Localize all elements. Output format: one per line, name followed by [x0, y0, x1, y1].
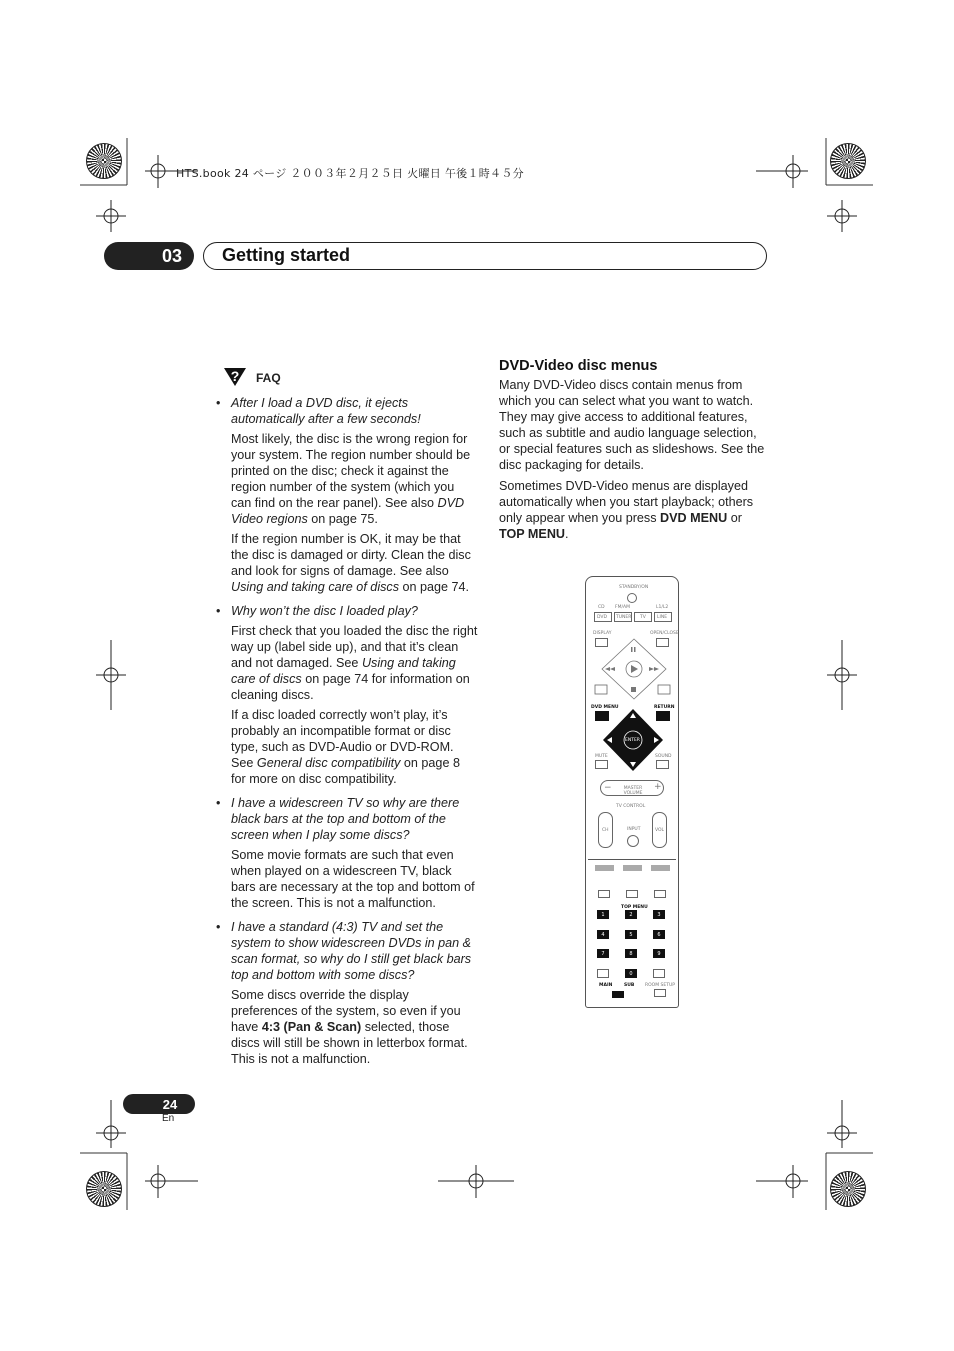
- standby-button: [627, 593, 637, 603]
- sound-label: SOUND: [655, 754, 672, 759]
- number-key-6: 6: [653, 930, 665, 939]
- return-label: RETURN: [654, 705, 675, 710]
- print-header: HTS.book 24 ページ ２００３年２月２５日 火曜日 午後１時４５分: [176, 167, 524, 180]
- vol-label: VOL: [655, 828, 665, 833]
- bullet: •: [216, 396, 221, 410]
- chapter-title: Getting started: [222, 245, 351, 265]
- sound-button: [656, 760, 669, 769]
- clear-button: [597, 969, 609, 978]
- enter-small-button: [653, 969, 665, 978]
- number-key-5: 5: [625, 930, 637, 939]
- small-button-a: [598, 890, 610, 898]
- page-number: 24: [123, 1094, 195, 1114]
- number-key-8: 8: [625, 949, 637, 958]
- l1-l2-label: L1/L2: [656, 605, 669, 610]
- faq-answer: If a disc loaded correctly won’t play, it’s probably an incompatible format or disc type, such as DVD-Audio or DVD-ROM. See General disc compatibility on page 8 for more on disc compatibility.: [231, 708, 460, 786]
- open-close-label: OPEN/CLOSE: [650, 631, 679, 636]
- sub-label: SUB: [624, 983, 635, 988]
- bullet: •: [216, 920, 221, 934]
- cd-label: CD: [598, 605, 605, 610]
- faq-item: [216, 795, 478, 911]
- main-label: MAIN: [599, 983, 613, 988]
- tv-control-label: TV CONTROL: [616, 804, 646, 809]
- function-button-3: [651, 865, 670, 871]
- main-sub-button: [612, 991, 624, 998]
- number-key-0: 0: [625, 969, 637, 978]
- remote-control-illustration: [585, 576, 679, 1008]
- tv-input-button: [627, 835, 639, 847]
- source-tv-button: TV: [634, 612, 652, 622]
- tv-channel-rocker: [598, 812, 613, 848]
- page-language: En: [162, 1113, 175, 1124]
- dvd-menu-label: DVD MENU: [591, 705, 619, 710]
- faq-answer: First check that you loaded the disc the right way up (label side up), and that it’s clean and not damaged. See Using and taking care of discs on page 74 for information on cleaning discs.: [231, 624, 478, 702]
- muting-label: MUTE: [595, 754, 608, 759]
- faq-answer: Most likely, the disc is the wrong region for your system. The region number should be printed on the disc; check it against the region number of the system (which you can find on the rear panel). See also DVD Video regions on page 75.: [231, 432, 471, 526]
- number-key-9: 9: [653, 949, 665, 958]
- chapter-number: 03: [104, 242, 194, 270]
- number-key-4: 4: [597, 930, 609, 939]
- master-volume-label: MASTER VOLUME: [623, 786, 643, 796]
- source-dvd-button: DVD: [594, 612, 612, 622]
- faq-item: [216, 919, 478, 1067]
- paragraph: Sometimes DVD-Video menus are displayed automatically when you start playback; others only appear when you press DVD MENU or TOP MENU.: [499, 479, 754, 541]
- faq-item: [216, 395, 478, 595]
- paragraph: Many DVD-Video discs contain menus from which you can select what you want to watch. They may give access to additional features, such as subtitle and audio language selection, or special features such as slideshows. See the disc packaging for details.: [499, 378, 765, 472]
- function-button-1: [595, 865, 614, 871]
- section-title: DVD-Video disc menus: [499, 358, 658, 374]
- top-menu-label: TOP MENU: [621, 905, 648, 910]
- ch-label: CH: [602, 828, 609, 833]
- small-button-c: [654, 890, 666, 898]
- fm-am-label: FM/AM: [615, 605, 630, 610]
- faq-list: [216, 395, 478, 1075]
- faq-answer: Some discs override the display preferences of the system, so even if you have 4:3 (Pan & Scan) selected, those discs will still be shown in letterbox format. This is not a malfunction.: [231, 988, 468, 1066]
- bullet: •: [216, 604, 221, 618]
- faq-answer: If the region number is OK, it may be that the disc is damaged or dirty. Clean the disc and look for signs of damage. See also Using and taking care of discs on page 74.: [231, 532, 471, 594]
- svg-text:?: ?: [230, 368, 240, 384]
- tv-volume-rocker: [652, 812, 667, 848]
- faq-question: Why won’t the disc I loaded play?: [231, 604, 418, 618]
- faq-question: I have a standard (4:3) TV and set the system to show widescreen DVDs in pan & scan format, so why do I still get black bars top and bottom with some discs?: [231, 920, 472, 982]
- room-setup-button: [654, 989, 666, 997]
- transport-controls: [594, 635, 674, 705]
- dvd-menus-section: [499, 358, 769, 547]
- function-button-2: [623, 865, 642, 871]
- faq-label: FAQ: [256, 371, 281, 385]
- master-volume-rocker: − + MASTER VOLUME: [600, 780, 664, 796]
- number-key-3: 3: [653, 910, 665, 919]
- bullet: •: [216, 796, 221, 810]
- number-key-1: 1: [597, 910, 609, 919]
- faq-answer: Some movie formats are such that even when played on a widescreen TV, black bars are necessary at the top and bottom of the screen. This is not a malfunction.: [231, 848, 475, 910]
- small-button-b: [626, 890, 638, 898]
- source-tuner-button: TUNER: [614, 612, 632, 622]
- number-key-7: 7: [597, 949, 609, 958]
- chapter-title-box: [203, 242, 767, 270]
- faq-question: After I load a DVD disc, it ejects automatically after a few seconds!: [231, 396, 421, 426]
- display-label: DISPLAY: [593, 631, 612, 636]
- faq-question-icon: [222, 362, 248, 388]
- standby-label: STANDBY/ON: [619, 585, 649, 590]
- muting-button: [595, 760, 608, 769]
- faq-heading: [222, 362, 281, 388]
- input-label: INPUT: [627, 827, 641, 832]
- number-key-2: 2: [625, 910, 637, 919]
- enter-label: ENTER: [625, 738, 640, 743]
- source-line-button: LINE: [654, 612, 672, 622]
- room-setup-label: ROOM SETUP: [645, 983, 675, 988]
- faq-question: I have a widescreen TV so why are there black bars at the top and bottom of the screen when I play some discs?: [231, 796, 460, 842]
- faq-item: [216, 603, 478, 787]
